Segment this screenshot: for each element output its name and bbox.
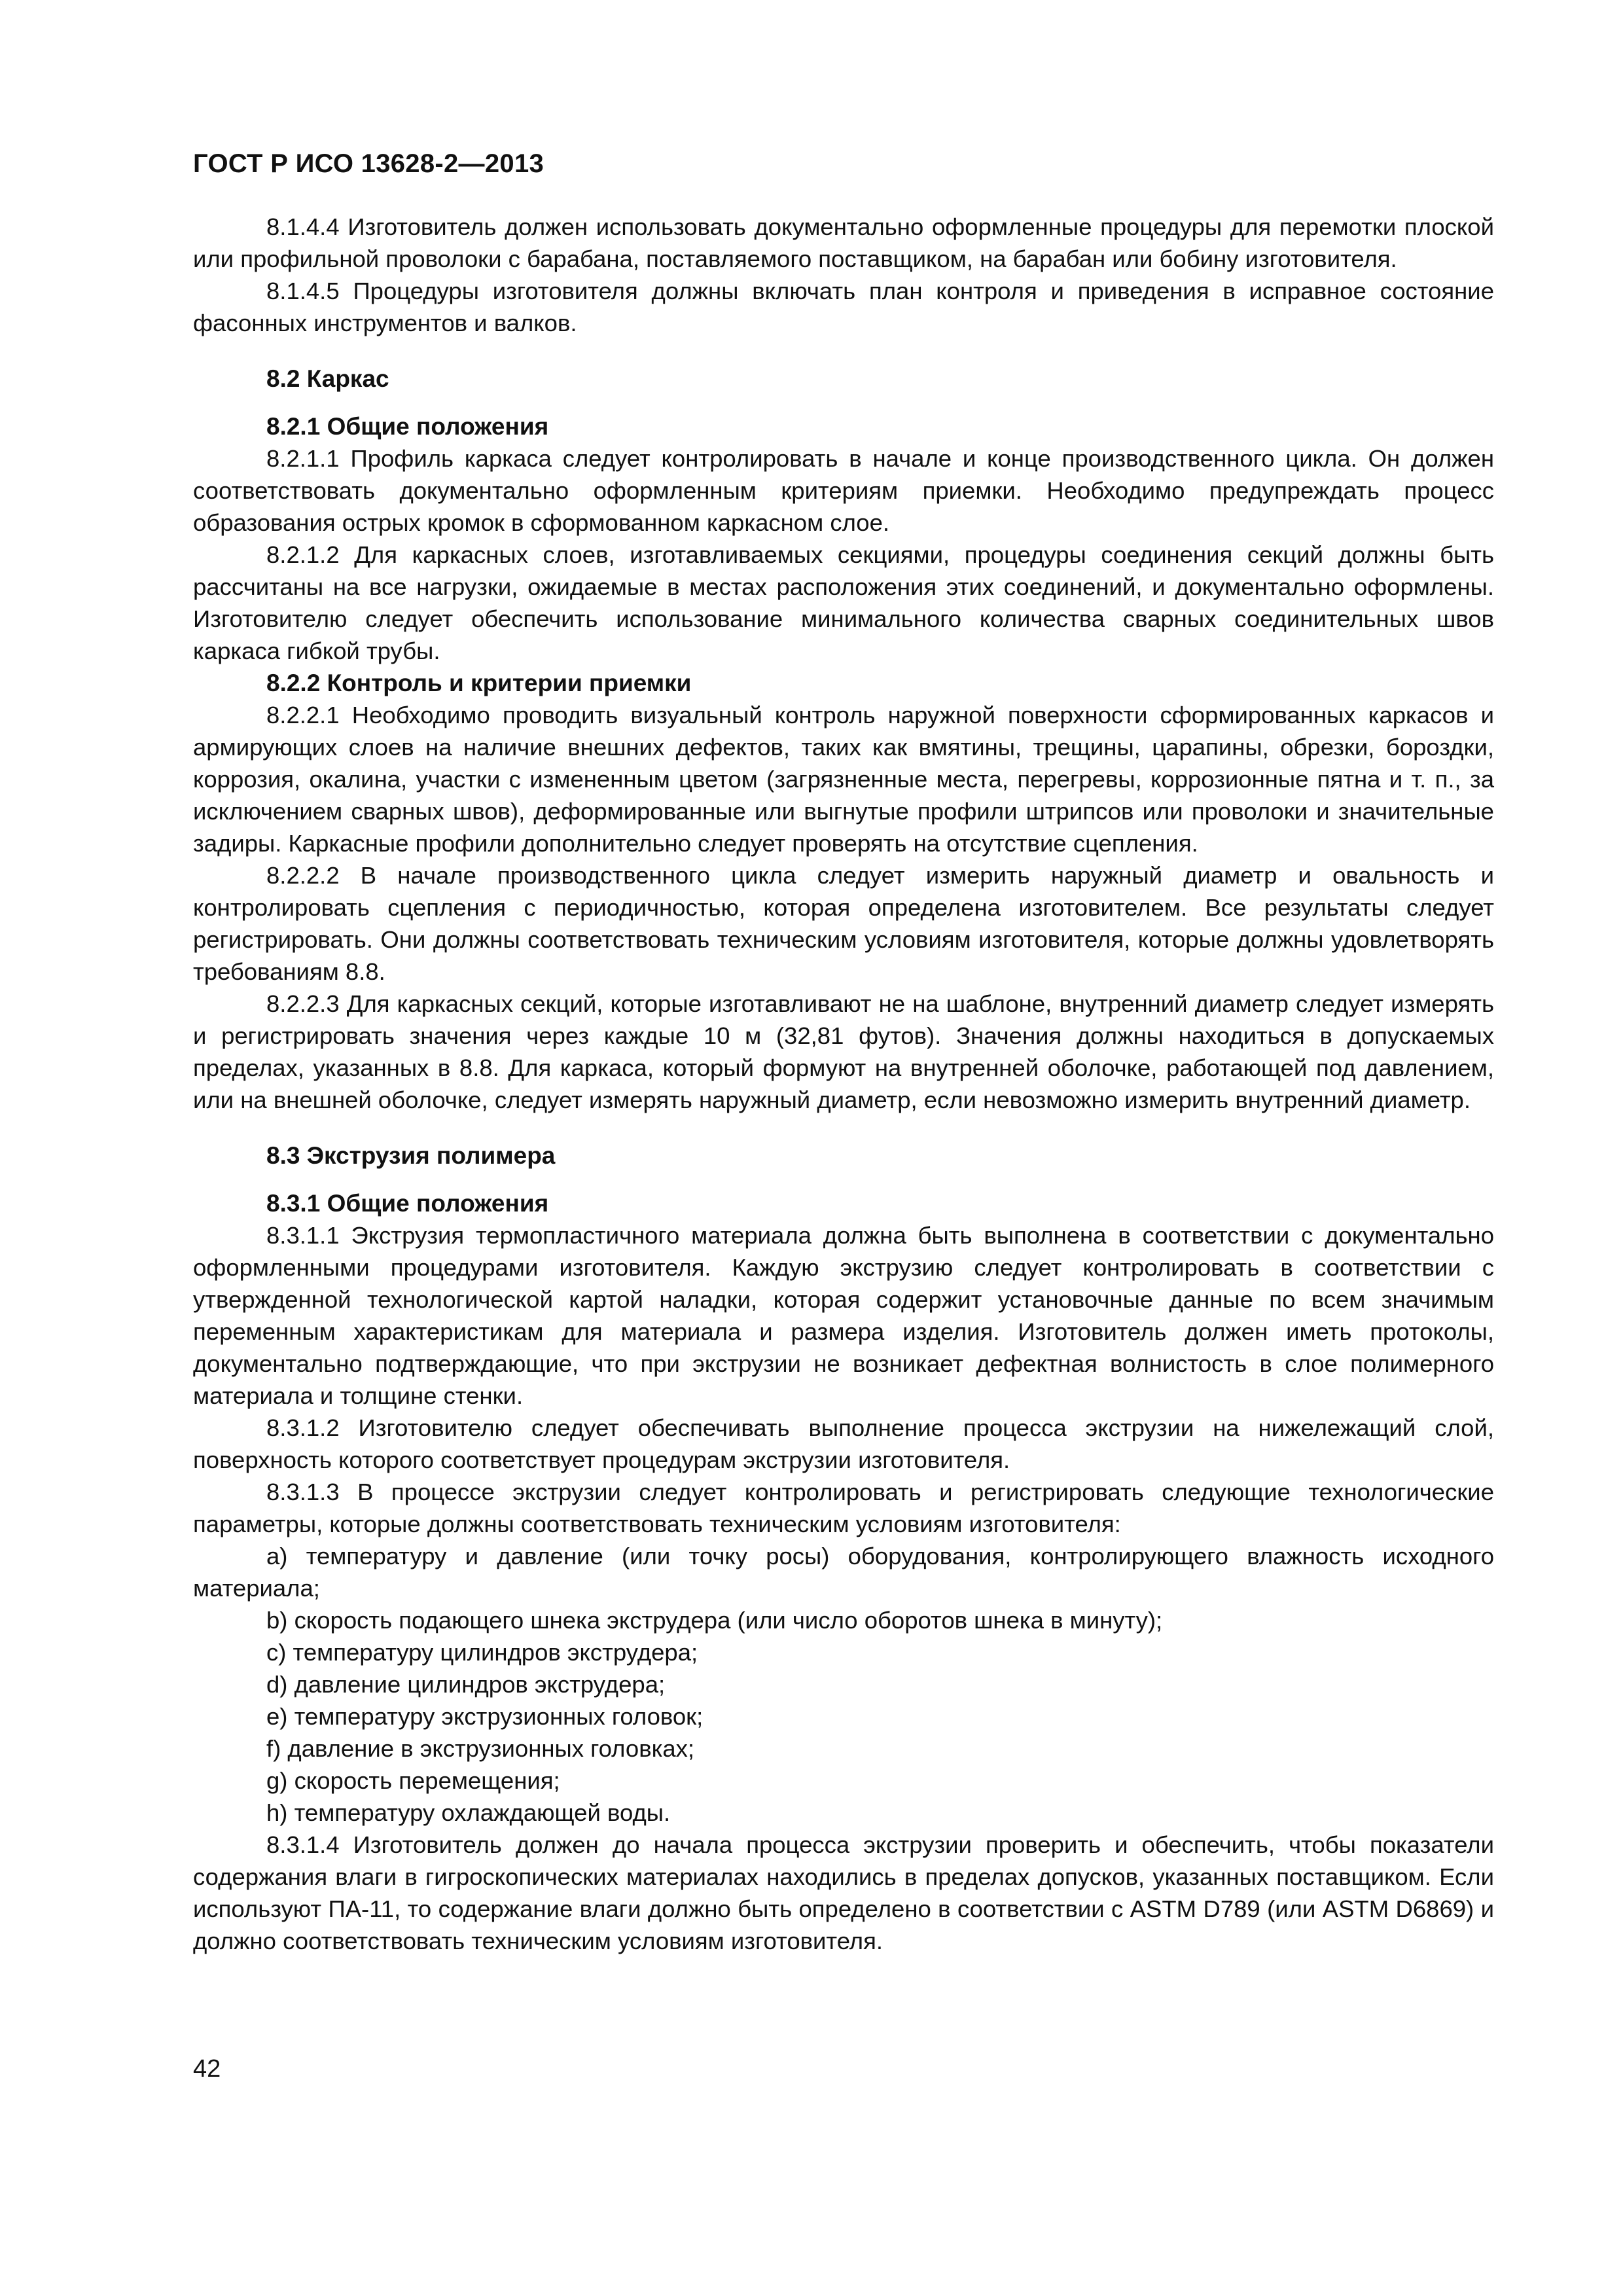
- paragraph-8-3-1-2: 8.3.1.2 Изготовителю следует обеспечивать выполнение процесса экструзии на нижележащий слой, поверхность которого соответствует процедурам экструзии изготовителя.: [193, 1414, 1494, 1473]
- section-heading-8-3: 8.3 Экструзия полимера: [266, 1142, 556, 1169]
- parameter-list: [193, 1540, 1494, 1829]
- paragraph-8-1-4-4: 8.1.4.4 Изготовитель должен использовать документально оформленные процедуры для перемотки плоской или профильной проволоки с барабана, поставляемого поставщиком, на барабан или бобину изготовителя.: [193, 213, 1494, 272]
- list-item: g) скорость перемещения;: [266, 1767, 560, 1794]
- list-item: d) давление цилиндров экструдера;: [266, 1671, 666, 1698]
- page-number: 42: [193, 2055, 221, 2083]
- list-item: b) скорость подающего шнека экструдера (или число оборотов шнека в минуту);: [266, 1607, 1163, 1634]
- subsection-heading-8-2-2: 8.2.2 Контроль и критерии приемки: [266, 670, 692, 696]
- list-item: c) температуру цилиндров экструдера;: [266, 1639, 698, 1666]
- document-header: ГОСТ Р ИСО 13628-2—2013: [193, 149, 544, 178]
- document-page: [193, 0, 1494, 2296]
- list-item: e) температуру экструзионных головок;: [266, 1703, 704, 1730]
- paragraph-8-2-2-2: 8.2.2.2 В начале производственного цикла следует измерить наружный диаметр и овальность и контролировать сцепления с периодичностью, которая определена изготовителем. Все результаты следует регистрировать. Они должны соответствовать техническим условиям изготовителя, которые должны удовлетворять требованиям 8.8.: [193, 862, 1494, 985]
- subsection-heading-8-3-1: 8.3.1 Общие положения: [266, 1190, 549, 1217]
- list-item: h) температуру охлаждающей воды.: [266, 1799, 671, 1826]
- paragraph-8-3-1-1: 8.3.1.1 Экструзия термопластичного материала должна быть выполнена в соответствии с документально оформленными процедурами изготовителя. Каждую экструзию следует контролировать в соответствии с утвержденной технологической картой наладки, которая содержит установочные данные по всем значимым переменным характеристикам для материала и размера изделия. Изготовитель должен иметь протоколы, документально подтверждающие, что при экструзии не возникает дефектная волнистость в слое полимерного материала и толщине стенки.: [193, 1222, 1494, 1409]
- list-item: f) давление в экструзионных головках;: [266, 1735, 695, 1762]
- paragraph-8-3-1-3: 8.3.1.3 В процессе экструзии следует контролировать и регистрировать следующие технологические параметры, которые должны соответствовать техническим условиям изготовителя:: [193, 1479, 1494, 1537]
- paragraph-8-2-2-1: 8.2.2.1 Необходимо проводить визуальный контроль наружной поверхности сформированных каркасов и армирующих слоев на наличие внешних дефектов, таких как вмятины, трещины, царапины, обрезки, бороздки, коррозия, окалина, участки с измененным цветом (загрязненные места, перегревы, коррозионные пятна и т. п., за исключением сварных швов), деформированные или выгнутые профили штрипсов или проволоки и значительные задиры. Каркасные профили дополнительно следует проверять на отсутствие сцепления.: [193, 702, 1494, 857]
- paragraph-8-2-1-1: 8.2.1.1 Профиль каркаса следует контролировать в начале и конце производственного цикла. Он должен соответствовать документально оформленным критериям приемки. Необходимо предупреждать процесс образования острых кромок в сформованном каркасном слое.: [193, 445, 1494, 536]
- paragraph-8-1-4-5: 8.1.4.5 Процедуры изготовителя должны включать план контроля и приведения в исправное состояние фасонных инструментов и валков.: [193, 278, 1494, 336]
- paragraph-8-3-1-4: 8.3.1.4 Изготовитель должен до начала процесса экструзии проверить и обеспечить, чтобы показатели содержания влаги в гигроскопических материалах находились в пределах допусков, указанных поставщиком. Если используют ПА-11, то содержание влаги должно быть определено в соответствии с ASTM D789 (или ASTM D6869) и должно соответствовать техническим условиям изготовителя.: [193, 1831, 1494, 1954]
- list-item: a) температуру и давление (или точку росы) оборудования, контролирующего влажность исходного материала;: [193, 1543, 1494, 1602]
- section-heading-8-2: 8.2 Каркас: [266, 365, 389, 392]
- paragraph-8-2-1-2: 8.2.1.2 Для каркасных слоев, изготавливаемых секциями, процедуры соединения секций должны быть рассчитаны на все нагрузки, ожидаемые в местах расположения этих соединений, и документально оформлены. Изготовителю следует обеспечить использование минимального количества сварных соединительных швов каркаса гибкой трубы.: [193, 541, 1494, 664]
- subsection-heading-8-2-1: 8.2.1 Общие положения: [266, 413, 549, 440]
- paragraph-8-2-2-3: 8.2.2.3 Для каркасных секций, которые изготавливают не на шаблоне, внутренний диаметр следует измерять и регистрировать значения через каждые 10 м (32,81 футов). Значения должны находиться в допускаемых пределах, указанных в 8.8. Для каркаса, который формуют на внутренней оболочке, работающей под давлением, или на внешней оболочке, следует измерять наружный диаметр, если невозможно измерить внутренний диаметр.: [193, 990, 1494, 1113]
- document-body: [193, 211, 1494, 1957]
